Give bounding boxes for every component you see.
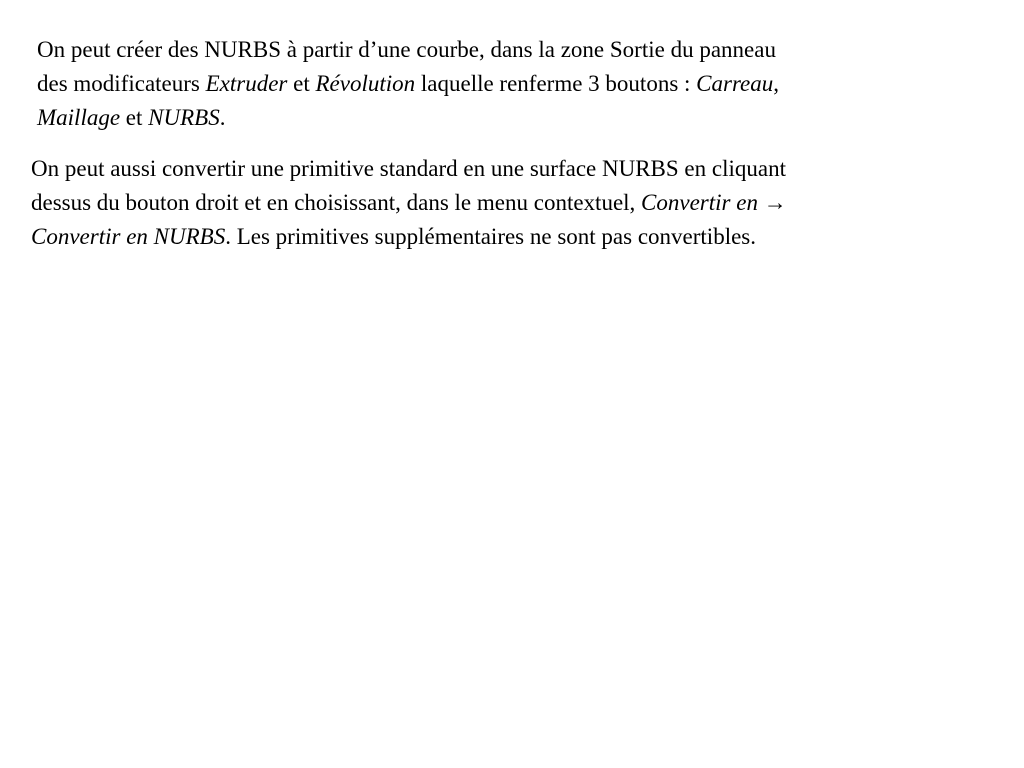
- paragraph2-line1: On peut aussi convertir une primitive standard en une surface NURBS en cliquant: [31, 156, 786, 181]
- paragraph2-line3: [31, 220, 787, 254]
- paragraph1-line3: [37, 101, 779, 135]
- text-segment: des modificateurs: [37, 71, 206, 96]
- text-segment: laquelle renferme 3 boutons :: [415, 71, 697, 96]
- text-segment: ,: [773, 71, 780, 96]
- arrow-right-icon: →: [757, 190, 787, 215]
- term-convertir-en-nurbs: Convertir en NURBS: [31, 224, 226, 249]
- text-segment: dessus du bouton droit et en choisissant, dans le menu contextuel,: [31, 190, 642, 215]
- text-segment: et: [120, 105, 149, 130]
- text-segment: et: [287, 71, 316, 96]
- paragraph1-line2: [37, 67, 779, 101]
- paragraph-convert-primitive: [31, 152, 787, 254]
- term-carreau: Carreau: [696, 71, 774, 96]
- paragraph1-line1: On peut créer des NURBS à partir d’une courbe, dans la zone Sortie du panneau: [37, 37, 776, 62]
- term-extruder: Extruder: [205, 71, 288, 96]
- paragraph-nurbs-from-curve: [37, 33, 779, 135]
- paragraph2-line2: [31, 186, 787, 220]
- term-maillage: Maillage: [37, 105, 121, 130]
- term-convertir-en: Convertir en: [641, 190, 758, 215]
- text-segment: . Les primitives supplémentaires ne sont pas convertibles.: [225, 224, 756, 249]
- text-segment: .: [219, 105, 226, 130]
- term-revolution: Révolution: [315, 71, 416, 96]
- term-nurbs: NURBS: [148, 105, 220, 130]
